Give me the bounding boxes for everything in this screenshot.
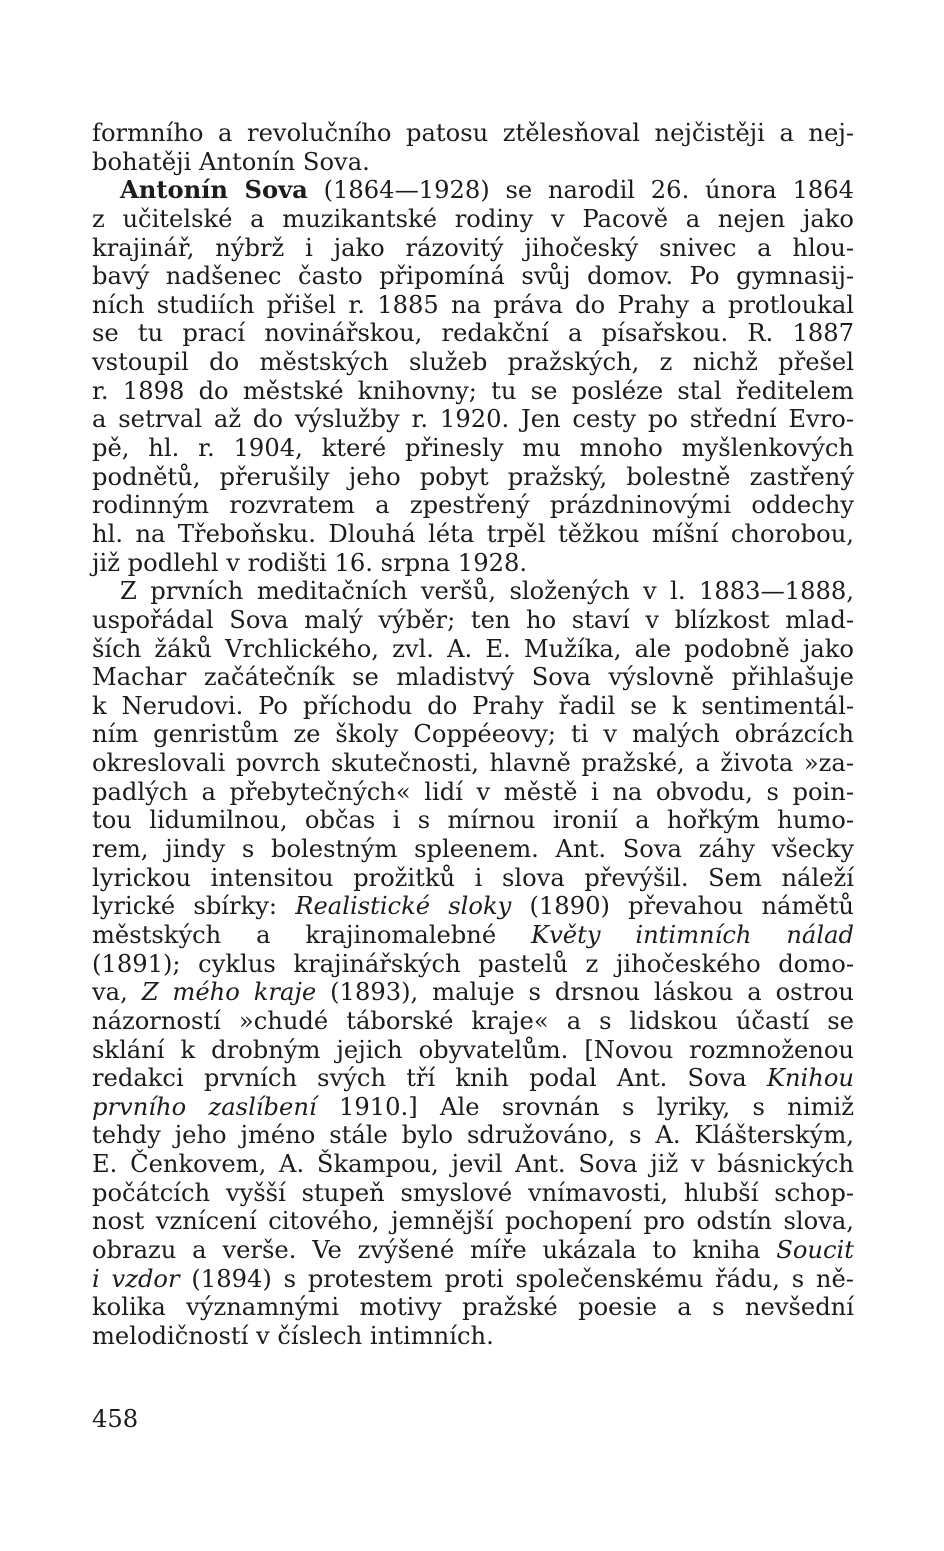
bold-run: Antonín Sova: [120, 175, 308, 205]
text-run: bohatěji Antonín Sova.: [92, 147, 370, 176]
text-run: ním genristům ze školy Coppéeovy; ti v malých obrázcích: [92, 720, 854, 749]
text-run: (1894) s protestem proti společenskému řádu, s ně-: [179, 1264, 854, 1293]
text-line: [92, 119, 854, 148]
text-line: [92, 1179, 854, 1208]
text-line: [92, 950, 854, 979]
text-line: [92, 434, 854, 463]
text-run: rodinným rozvratem a zpestřený prázdninovými oddechy: [92, 491, 854, 520]
text-line: [92, 1036, 854, 1065]
text-run: podnětů, přerušily jeho pobyt pražský, bolestně zastřený: [92, 462, 854, 491]
text-run: melodičností v číslech intimních.: [92, 1321, 494, 1350]
text-run: a setrval až do výslužby r. 1920. Jen cesty po střední Evro-: [92, 405, 854, 434]
text-run: ších žáků Vrchlického, zvl. A. E. Mužíka, ale podobně jako: [92, 634, 854, 663]
text-line: [92, 1236, 854, 1265]
text-line: [92, 549, 854, 578]
text-run: se tu prací novinářskou, redakční a písařskou. R. 1887: [92, 319, 854, 348]
text-run: pě, hl. r. 1904, které přinesly mu mnoho myšlenkových: [92, 434, 854, 463]
text-run: formního a revolučního patosu ztělesňoval nejčistěji a nej-: [92, 119, 854, 147]
text-run: městských a krajinomalebné: [92, 920, 532, 949]
text-line: [92, 749, 854, 778]
text-line: [92, 1265, 854, 1294]
page-number: 458: [92, 1405, 139, 1433]
text-line: [92, 463, 854, 492]
text-line: [92, 1207, 854, 1236]
text-line: [92, 663, 854, 692]
text-run: lyrické sbírky:: [92, 892, 296, 921]
text-line: [92, 291, 854, 320]
text-run: již podlehl v rodišti 16. srpna 1928.: [92, 548, 528, 577]
text-run: z učitelské a muzikantské rodiny v Pacově a nejen jako: [92, 204, 854, 233]
text-run: padlých a přebytečných« lidí v městě i na obvodu, s poin-: [92, 777, 854, 806]
text-run: názorností »chudé táborské kraje« a s lidskou účastí se: [92, 1006, 854, 1035]
text-run: počátcích vyšší stupeň smyslové vnímavosti, hlubší schop-: [92, 1178, 854, 1207]
text-line: [92, 606, 854, 635]
text-run: okreslovali povrch skutečnosti, hlavně pražské, a života »za-: [92, 749, 854, 778]
text-run: krajinář, nýbrž i jako rázovitý jihočeský snivec a hlou-: [92, 233, 854, 262]
text-run: ních studiích přišel r. 1885 na práva do Prahy a protloukal: [92, 290, 854, 319]
text-run: va,: [92, 978, 142, 1007]
text-line: [92, 1293, 854, 1322]
text-line: [92, 1322, 854, 1351]
text-run: (1890) převahou námětů: [511, 892, 854, 921]
text-line: [92, 577, 854, 606]
italic-run: Z mého kraje: [141, 978, 317, 1007]
text-line: [92, 377, 854, 406]
text-run: (1864—1928) se narodil 26. února 1864: [307, 176, 855, 205]
text-line: [92, 176, 854, 205]
text-run: sklání k drobným jejich obyvatelům. [Novou rozmnoženou: [92, 1035, 854, 1064]
text-run: tehdy jeho jméno stále bylo sdružováno, s A. Klášterským,: [92, 1121, 854, 1150]
italic-run: prvního zaslíbení: [92, 1092, 317, 1121]
text-line: [92, 319, 854, 348]
text-line: [92, 205, 854, 234]
text-run: r. 1898 do městské knihovny; tu se posléze stal ředitelem: [92, 376, 854, 405]
text-line: [92, 1121, 854, 1150]
text-line: [92, 1150, 854, 1179]
italic-run: Realistické sloky: [295, 892, 512, 921]
text-line: [92, 520, 854, 549]
text-run: 1910.] Ale srovnán s lyriky, s nimiž: [316, 1092, 854, 1121]
text-run: Machar začátečník se mladistvý Sova výslovně přihlašuje: [92, 663, 854, 692]
text-run: E. Čenkovem, A. Škampou, jevil Ant. Sova již v básnických: [92, 1150, 854, 1179]
text-line: [92, 778, 854, 807]
text-line: [92, 806, 854, 835]
text-line: [92, 148, 854, 177]
body-text: [92, 119, 854, 1351]
text-line: [92, 234, 854, 263]
text-line: [92, 720, 854, 749]
text-run: tou lidumilnou, občas i s mírnou ironií a hořkým humo-: [92, 806, 854, 835]
text-line: [92, 692, 854, 721]
text-run: vstoupil do městských služeb pražských, z nichž přešel: [92, 348, 854, 377]
text-run: (1891); cyklus krajinářských pastelů z jihočeského domo-: [92, 949, 854, 978]
text-run: obrazu a verše. Ve zvýšené míře ukázala to kniha: [92, 1235, 777, 1264]
text-line: [92, 921, 854, 950]
italic-run: Květy intimních nálad: [531, 920, 854, 949]
text-line: [92, 262, 854, 291]
text-line: [92, 491, 854, 520]
text-line: [92, 978, 854, 1007]
text-line: [92, 864, 854, 893]
text-run: hl. na Třeboňsku. Dlouhá léta trpěl těžkou míšní chorobou,: [92, 519, 854, 548]
text-run: redakci prvních svých tří knih podal Ant. Sova: [92, 1064, 767, 1093]
text-line: [92, 1093, 854, 1122]
text-line: [92, 635, 854, 664]
italic-run: i vzdor: [92, 1264, 180, 1293]
text-line: [92, 405, 854, 434]
text-line: [92, 892, 854, 921]
text-run: (1893), maluje s drsnou láskou a ostrou: [316, 978, 855, 1007]
italic-run: Soucit: [776, 1235, 854, 1264]
text-line: [92, 1007, 854, 1036]
italic-run: Knihou: [766, 1064, 854, 1093]
text-line: [92, 1064, 854, 1093]
text-run: nost vznícení citového, jemnější pochopení pro odstín slova,: [92, 1207, 854, 1236]
text-run: lyrickou intensitou prožitků i slova převýšil. Sem náleží: [92, 863, 854, 892]
text-run: k Nerudovi. Po příchodu do Prahy řadil se k sentimentál-: [92, 691, 854, 720]
text-line: [92, 835, 854, 864]
text-run: uspořádal Sova malý výběr; ten ho staví v blízkost mlad-: [92, 605, 854, 634]
text-run: Z prvních meditačních veršů, složených v l. 1883—1888,: [120, 577, 854, 606]
text-line: [92, 348, 854, 377]
text-run: kolika významnými motivy pražské poesie a s nevšední: [92, 1293, 854, 1322]
text-run: rem, jindy s bolestným spleenem. Ant. Sova záhy všecky: [92, 835, 854, 864]
text-run: bavý nadšenec často připomíná svůj domov. Po gymnasij-: [92, 262, 854, 291]
